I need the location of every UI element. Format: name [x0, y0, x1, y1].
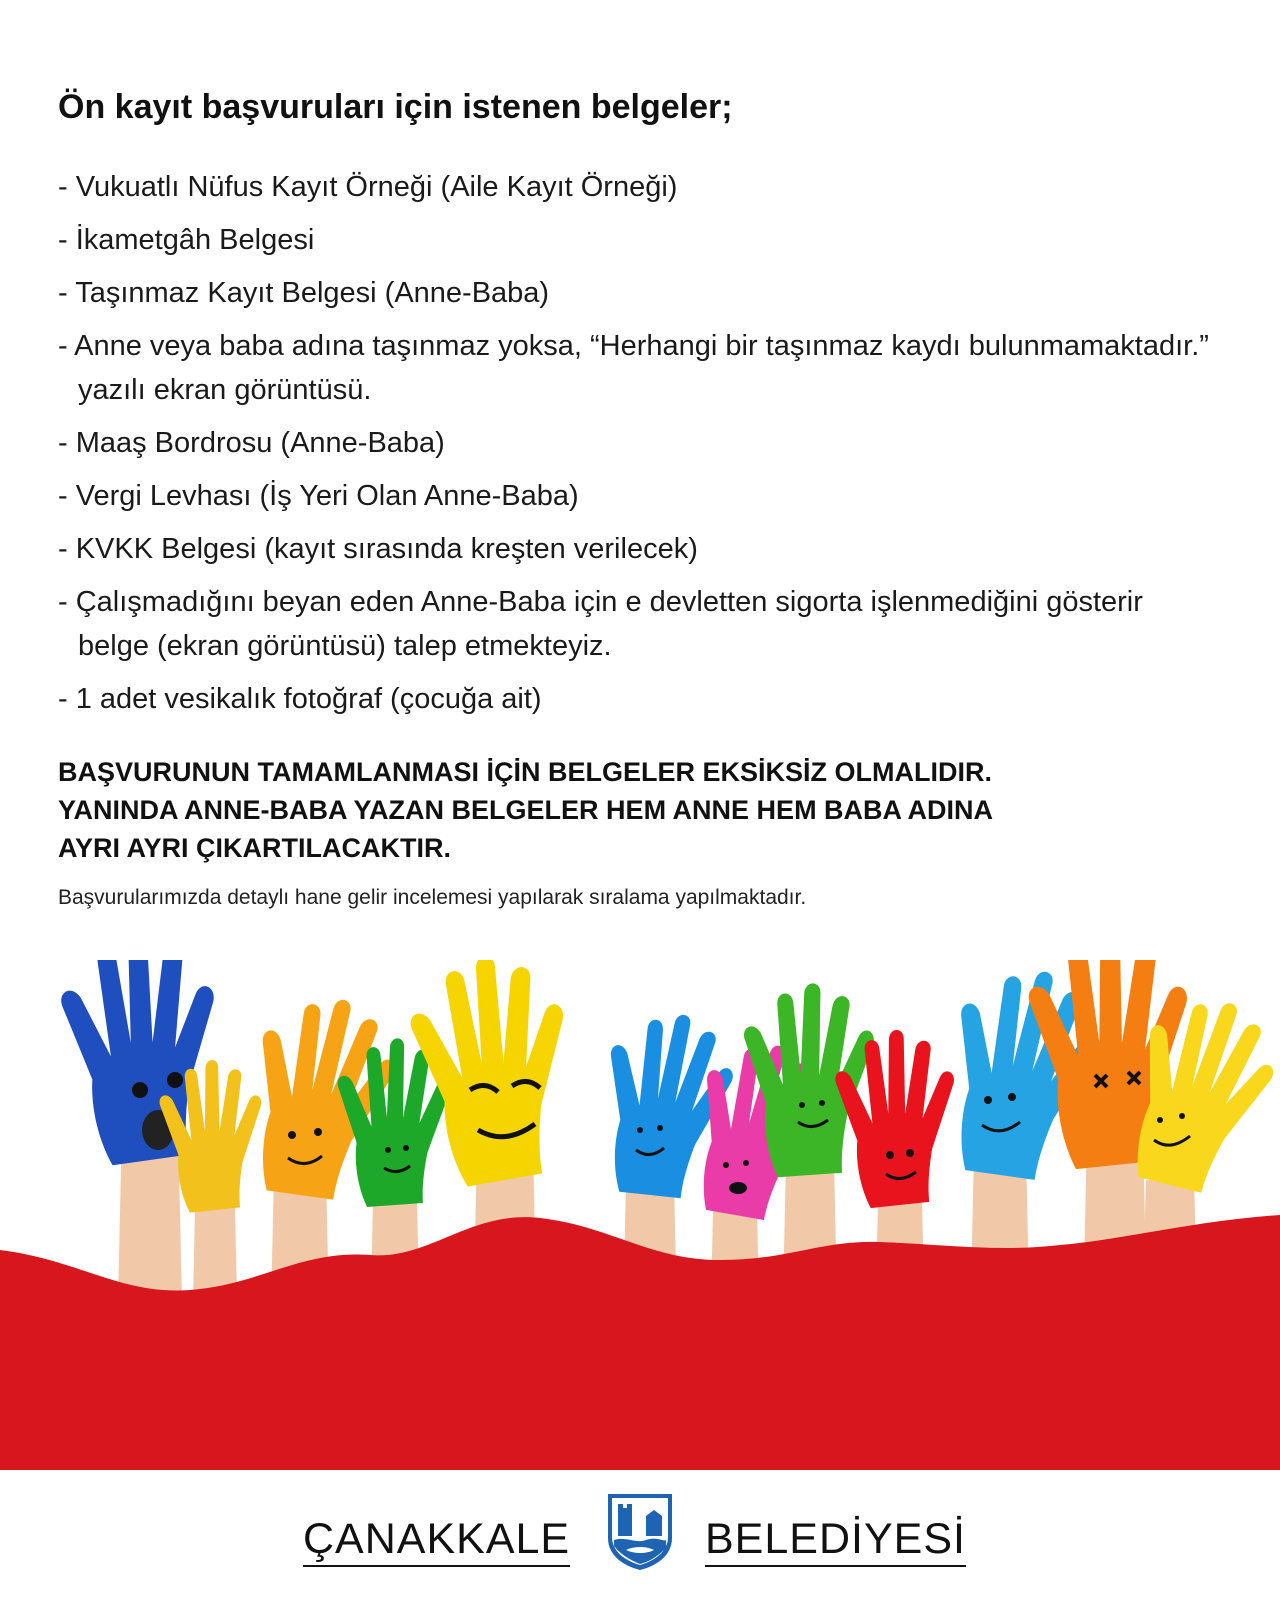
- brand-name-right: BELEDİYESİ: [705, 1515, 966, 1567]
- list-item: - Vergi Levhası (İş Yeri Olan Anne-Baba): [58, 480, 579, 512]
- list-item: - KVKK Belgesi (kayıt sırasında kreşten verilecek): [58, 533, 698, 565]
- document-list: [58, 165, 1218, 730]
- castle-crest-icon: [606, 1492, 674, 1572]
- list-item: - Çalışmadığını beyan eden Anne-Baba için e devletten sigorta işlenmediğini gösterir belge (ekran görüntüsü) talep etmekteyiz.: [58, 586, 1143, 662]
- notice-line: YANINDA ANNE-BABA YAZAN BELGELER HEM ANNE HEM BABA ADINA: [58, 795, 994, 825]
- red-hand: [831, 1025, 967, 1211]
- page-heading: Ön kayıt başvuruları için istenen belgeler;: [58, 88, 733, 126]
- painted-hands-illustration: [0, 960, 1280, 1470]
- yellow-hand: [401, 960, 589, 1191]
- footer: [0, 1470, 1280, 1600]
- list-item: - 1 adet vesikalık fotoğraf (çocuğa ait): [58, 683, 542, 715]
- list-item: - Anne veya baba adına taşınmaz yoksa, “Herhangi bir taşınmaz kaydı bulunmamaktadır.” yazılı ekran görüntüsü.: [58, 330, 1209, 406]
- list-item: - Vukuatlı Nüfus Kayıt Örneği (Aile Kayıt Örneği): [58, 171, 678, 203]
- notice-line: AYRI AYRI ÇIKARTILACAKTIR.: [58, 833, 452, 863]
- list-item: - Maaş Bordrosu (Anne-Baba): [58, 427, 445, 459]
- red-wave: [0, 1215, 1280, 1470]
- list-item: - Taşınmaz Kayıt Belgesi (Anne-Baba): [58, 277, 550, 309]
- notice-block: [58, 753, 1238, 867]
- notice-line: BAŞVURUNUN TAMAMLANMASI İÇİN BELGELER EKSİKSİZ OLMALIDIR.: [58, 757, 992, 787]
- brand-name-left: ÇANAKKALE: [303, 1515, 570, 1567]
- list-item: - İkametgâh Belgesi: [58, 224, 315, 256]
- footnote: Başvurularımızda detaylı hane gelir incelemesi yapılarak sıralama yapılmaktadır.: [58, 886, 807, 909]
